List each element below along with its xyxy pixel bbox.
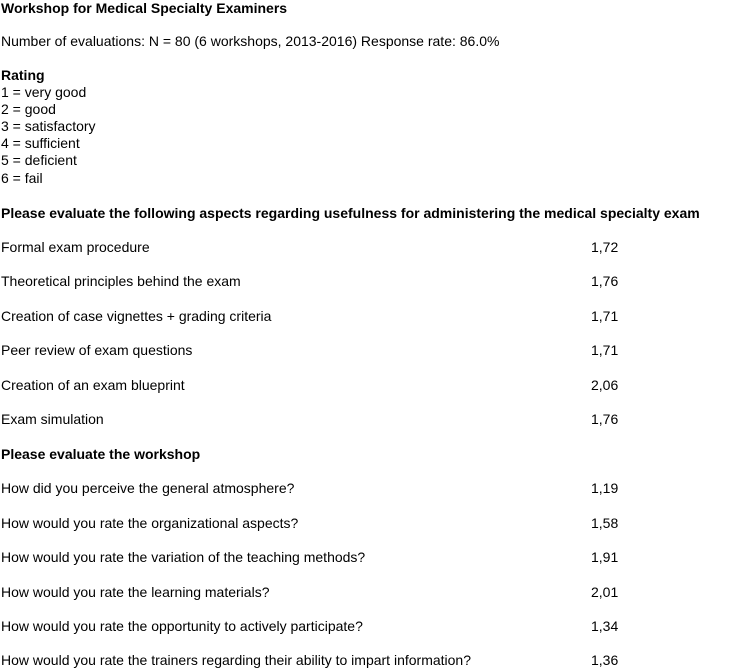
mean-score: 1,71: [591, 308, 619, 324]
question-label: How would you rate the opportunity to actively participate?: [1, 618, 363, 634]
mean-score: 1,72: [591, 239, 619, 255]
rating-scale-item: 6 = fail: [1, 170, 43, 186]
question-label: Formal exam procedure: [1, 239, 150, 255]
table-row: [1, 377, 701, 394]
table-row: [1, 549, 701, 566]
rating-scale-item: 5 = deficient: [1, 152, 77, 168]
question-label: Peer review of exam questions: [1, 342, 193, 358]
table-row: [1, 584, 701, 601]
table-row: [1, 239, 701, 256]
mean-score: 1,34: [591, 618, 619, 634]
table-row: [1, 515, 701, 532]
rating-scale-item: 4 = sufficient: [1, 135, 80, 151]
mean-score: 2,01: [591, 584, 619, 600]
table-row: [1, 618, 701, 635]
table-row: [1, 342, 701, 359]
document-title: Workshop for Medical Specialty Examiners: [1, 0, 288, 16]
mean-score: 2,06: [591, 377, 619, 393]
rating-scale-item: 2 = good: [1, 101, 56, 117]
mean-score: 1,58: [591, 515, 619, 531]
mean-score: 1,71: [591, 342, 619, 358]
question-label: Exam simulation: [1, 411, 104, 427]
table-row: [1, 652, 701, 669]
question-label: Creation of an exam blueprint: [1, 377, 185, 393]
table-row: [1, 308, 701, 325]
mean-score: 1,91: [591, 549, 619, 565]
section-workshop-heading: Please evaluate the workshop: [1, 446, 201, 462]
table-row: [1, 411, 701, 428]
mean-score: 1,36: [591, 652, 619, 668]
question-label: How would you rate the trainers regarding their ability to impart information?: [1, 652, 472, 668]
question-label: How would you rate the variation of the teaching methods?: [1, 549, 366, 565]
question-label: How did you perceive the general atmosphere?: [1, 480, 295, 496]
question-label: Theoretical principles behind the exam: [1, 273, 241, 289]
mean-score: 1,19: [591, 480, 619, 496]
mean-score: 1,76: [591, 273, 619, 289]
table-row: [1, 273, 701, 290]
rating-heading: Rating: [1, 67, 45, 83]
rating-scale-item: 1 = very good: [1, 84, 87, 100]
question-label: How would you rate the organizational aspects?: [1, 515, 299, 531]
evaluation-summary: Number of evaluations: N = 80 (6 workshops, 2013-2016) Response rate: 86.0%: [1, 33, 500, 49]
section-usefulness-heading: Please evaluate the following aspects regarding usefulness for administering the medical specialty exam: [1, 205, 700, 221]
table-row: [1, 480, 701, 497]
question-label: Creation of case vignettes + grading criteria: [1, 308, 272, 324]
rating-scale-item: 3 = satisfactory: [1, 118, 96, 134]
question-label: How would you rate the learning materials?: [1, 584, 270, 600]
mean-score: 1,76: [591, 411, 619, 427]
